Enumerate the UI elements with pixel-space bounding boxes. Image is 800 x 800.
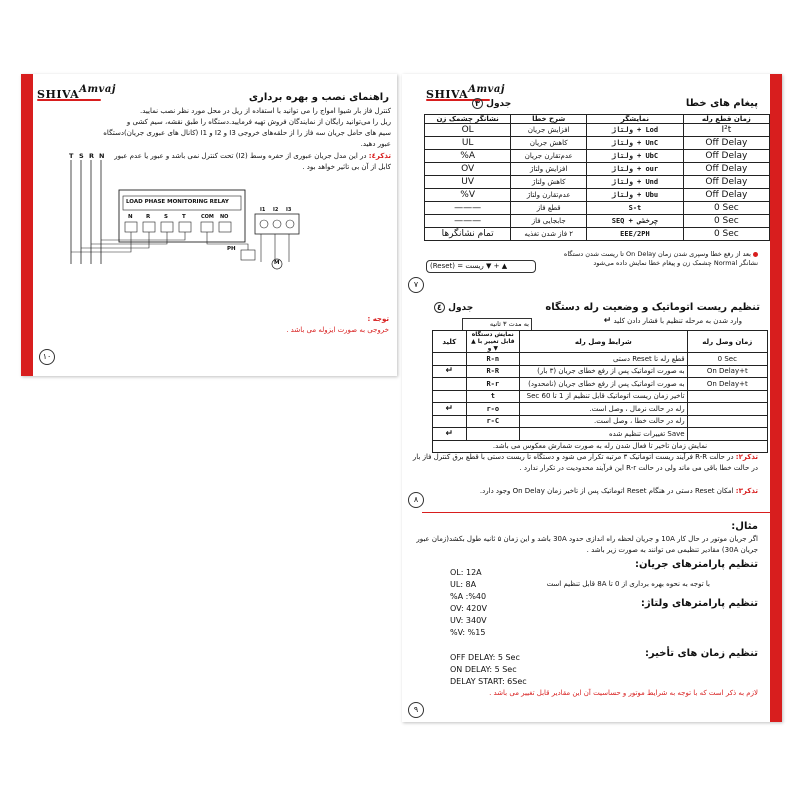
col-header-blink: نشانگر چشمک زن [425,115,511,124]
intro-line-3: سیم های حامل جریان سه فاز را از حلقه‌های خروجی I3 و I2 و I1 (کانال های عبوری جریان)دستگاه [103,129,391,137]
connect-time [687,390,767,403]
attention-label: توجه : [367,315,389,323]
intro-line-4: عبور دهید. [360,140,391,148]
hole-i2: I2 [273,207,279,213]
error-table-row [425,189,770,202]
current-params [450,567,486,603]
trip-time: 0 Sec [683,215,769,228]
trip-time: Off Delay [683,163,769,176]
relay-table-row [433,428,768,441]
right-manual-page [402,74,782,722]
final-note: لازم به ذکر است که با توجه به شرایط موتور و حساسیت آن این مقادیر قابل تغییر می باشد . [489,689,758,697]
motor-label: M [274,260,280,266]
error-description: کاهش ولتاژ [511,176,587,189]
connect-time: On Delay+t [687,378,767,391]
note-3 [428,486,758,497]
key-cell [433,353,467,366]
key-cell [433,415,467,428]
section4-title: تنظیم ریست اتوماتیک و وضعیت رله دستگاه [545,302,760,313]
current-ol: OL: 12A [450,568,482,577]
key-cell [433,390,467,403]
error-description: کاهش جریان [511,137,587,150]
relay-table-row [433,403,768,416]
blink-indicator: ——— [425,202,511,215]
relay-condition: Save تغییرات تنظیم شده [520,428,688,441]
blink-indicator: ——— [425,215,511,228]
delay-on: ON DELAY: 5 Sec [450,665,517,674]
intro-line-2: ریل را می‌توانید رایگان از نمایندگان فروش تهیه فرمایید.دستگاه را طبق نقشه، سیم کشی و [126,118,391,126]
attention-text: خروجی به صورت ایزوله می باشد . [286,326,389,334]
relay-table-footer-text: نمایش زمان تاخیر تا فعال شدن رله به صورت شمارش معکوس می باشد. [433,440,768,453]
error-description: ٢ فاز شدن تغذیه [511,228,587,241]
key-cell [433,378,467,391]
relay-condition: رله در حالت خطا ، وصل است. [520,415,688,428]
relay-table-row [433,390,768,403]
ul-note: با توجه به نحوه بهره برداری از 0 تا 8A قابل تنظیم است [546,580,710,588]
error-description: قطع فاز [511,202,587,215]
device-display [466,428,520,441]
display-message: S-t [587,202,684,215]
trip-time: Off Delay [683,137,769,150]
trip-time: 0 Sec [683,228,769,241]
terminal-n: N [128,214,133,220]
example-text: اگر جریان موتور در حال کار 10A و جریان لحظه راه اندازی حدود 30A باشد و این زمان ۵ ثانیه طول بکشد(زمان عبور جریان 30A) مقادیر تنظیمی می توانند به صورت زیر باشد . [416,535,758,554]
device-display: r-o [466,403,520,416]
key-cell: ↵ [433,428,467,441]
terminal-t: T [182,214,186,220]
relay-table-row [433,378,768,391]
table3-number: ٣ [472,98,483,109]
terminal-s: S [164,214,168,220]
col-header-device-display: نمایش دستگاه قابل تغییر با ▲ و ▼ [466,331,520,353]
table3-note [548,250,758,268]
ph-label: PH [227,246,236,252]
left-manual-page [21,74,397,376]
voltage-params-title: تنظیم پارامترهای ولتاژ: [640,598,758,609]
contact-com: COM [201,214,214,220]
error-description: عدم‌تقارن جریان [511,150,587,163]
blink-indicator: UL [425,137,511,150]
intro-line-1: کنترل فاز بار شیوا امواج را می توانید با استفاده از ریل در محل مورد نظر نصب نمایید. [140,107,391,115]
relay-table [432,330,768,453]
relay-condition: تاخیر زمان ریست اتوماتیک قابل تنظیم از 1 تا 60 Sec [520,390,688,403]
blink-indicator: UV [425,176,511,189]
attention-note [239,314,389,336]
relay-table-row [433,365,768,378]
relay-condition: به صورت اتوماتیک پس از رفع خطای جریان (٣ بار) [520,365,688,378]
terminal-r: R [146,214,151,220]
relay-table-row [433,353,768,366]
page-number-10: ١٠ [39,349,55,365]
error-description: افزایش ولتاژ [511,163,587,176]
error-description: جابجایی فاز [511,215,587,228]
error-table-row [425,202,770,215]
col-header-display: نمایشگر [587,115,684,124]
blink-indicator: %A [425,150,511,163]
error-table-row [425,150,770,163]
note-2 [408,452,758,474]
col-header-conditions: شرایط وصل رله [520,331,688,353]
error-table-row [425,215,770,228]
display-message: SEQ + چرخشی [587,215,684,228]
col-header-desc: شرح خطا [511,115,587,124]
error-table-row [425,228,770,241]
col-header-key: کلید [433,331,467,353]
note-3-text: امکان Reset دستی در هنگام Reset اتوماتیک پس از تاخیر زمان On Delay وجود دارد. [479,487,734,495]
error-table-row [425,124,770,137]
note-3-label: تذکر٣: [735,487,758,495]
phase-label-r: R [89,152,95,160]
key-cell: ↵ [433,403,467,416]
display-message: ولتاژ + Ubu [587,189,684,202]
table4-intro-text: وارد شدن به مرحله تنظیم با فشار دادن کلید [613,317,742,325]
relay-condition: رله در حالت نرمال ، وصل است. [520,403,688,416]
table4-intro-duration: به مدت ٣ ثانیه [462,318,532,331]
trip-time: Off Delay [683,176,769,189]
trip-time: I²t [683,124,769,137]
device-display: r-C [466,415,520,428]
brand-amvaj: Amvaj [79,84,116,95]
delay-start: DELAY START: 6Sec [450,677,527,686]
blink-indicator: OV [425,163,511,176]
relay-condition: قطع رله تا Reset دستی [520,353,688,366]
relay-condition: به صورت اتوماتیک پس از رفع خطای جریان (نامحدود) [520,378,688,391]
voltage-unbalance: %V: %15 [450,628,486,637]
trip-time: Off Delay [683,150,769,163]
device-display: R-r [466,378,520,391]
note-4-text-2: کابل از آن بی تاثیر خواهد بود . [302,163,391,171]
trip-time: 0 Sec [683,202,769,215]
display-message: ولتاژ + our [587,163,684,176]
phase-label-t: T [69,152,74,160]
example-title: مثال: [731,521,758,532]
page-number-9: ٩ [408,702,424,718]
brand-shiva-right: SHIVA [426,88,469,101]
table4-label [434,302,473,313]
connect-time [687,403,767,416]
note-bullet [753,252,758,257]
voltage-ov: OV: 420V [450,604,487,613]
error-messages-title: پیغام های خطا [685,98,758,109]
error-table [424,114,770,241]
display-message: EEE/2PH [587,228,684,241]
display-message: ولتاژ + Lod [587,124,684,137]
brand-logo [37,84,116,101]
delay-params [450,652,527,688]
blink-indicator: تمام نشانگرها [425,228,511,241]
phase-label-s: S [79,152,84,160]
brand-amvaj-right: Amvaj [468,84,505,95]
error-description: عدم‌تقارن ولتاژ [511,189,587,202]
table3-note-text: بعد از رفع خطا وسپری شدن زمان On Delay تا ریست شدن دستگاه نشانگر Normal چشمک زن و پیغام خطا نمایش داده می‌شود [563,250,758,267]
page-number-7: ٧ [408,277,424,293]
voltage-params [450,603,487,639]
device-display: R-R [466,365,520,378]
relay-table-header [433,331,768,353]
hole-i1: I1 [260,207,266,213]
enter-key-icon: ↵ [603,316,612,326]
connect-time: 0 Sec [687,353,767,366]
blink-indicator: %V [425,189,511,202]
col-header-trip-time: زمان قطع رله [683,115,769,124]
table3-label-text: جدول [486,99,512,109]
note-4-text: در این مدل جریان عبوری از حفره وسط (I2) تحت کنترل نمی باشد و عبور یا عدم عبور [114,152,367,160]
table4-number: ٤ [434,302,445,313]
error-table-header [425,115,770,124]
display-message: ولتاژ + UnC [587,137,684,150]
voltage-uv: UV: 340V [450,616,487,625]
col-header-connect-time: زمان وصل رله [687,331,767,353]
contact-no: NO [220,214,229,220]
reset-combo: (Reset) = ریست ▼ + ▲ [426,260,536,273]
display-message: ولتاژ + UbC [587,150,684,163]
table4-label-text: جدول [448,303,474,313]
connect-time: On Delay+t [687,365,767,378]
error-table-row [425,137,770,150]
page-number-8: ٨ [408,492,424,508]
page-title: راهنمای نصب و بهره برداری [248,92,389,103]
connect-time [687,428,767,441]
note-2-label: تذکر٢: [735,453,758,461]
device-display: t [466,390,520,403]
display-message: ولتاژ + Und [587,176,684,189]
relay-table-footer [433,440,768,453]
error-table-row [425,163,770,176]
delay-params-title: تنظیم زمان های تأخیر: [644,648,758,659]
note-2-text: در حالت R-R فرآیند ریست اتوماتیک ٣ مرتبه تکرار می شود و دستگاه تا ریست دستی با قطع برق کنترل فاز بار در حالت خطا باقی می ماند ولی در حالت R-r این فرآیند محدودیت در تکرار ندارد . [412,453,758,472]
blink-indicator: OL [425,124,511,137]
connect-time [687,415,767,428]
wiring-diagram [63,152,313,270]
error-table-row [425,176,770,189]
relay-table-row [433,415,768,428]
delay-off: OFF DELAY: 5 Sec [450,653,520,662]
intro-paragraph [41,106,391,150]
current-ul: UL: 8A [450,580,477,589]
relay-title: LOAD PHASE MONITORING RELAY [126,199,229,205]
device-display: R-n [466,353,520,366]
table3-label [472,98,511,109]
current-unbalance: %A :%40 [450,592,487,601]
hole-i3: I3 [286,207,292,213]
key-cell: ↵ [433,365,467,378]
section-divider [422,512,772,513]
error-description: افزایش جریان [511,124,587,137]
current-params-title: تنظیم پارامترهای جریان: [635,559,758,570]
phase-label-n: N [99,152,105,160]
brand-shiva: SHIVA [37,88,80,101]
note-4-label: تذکر٤: [368,152,391,160]
trip-time: Off Delay [683,189,769,202]
